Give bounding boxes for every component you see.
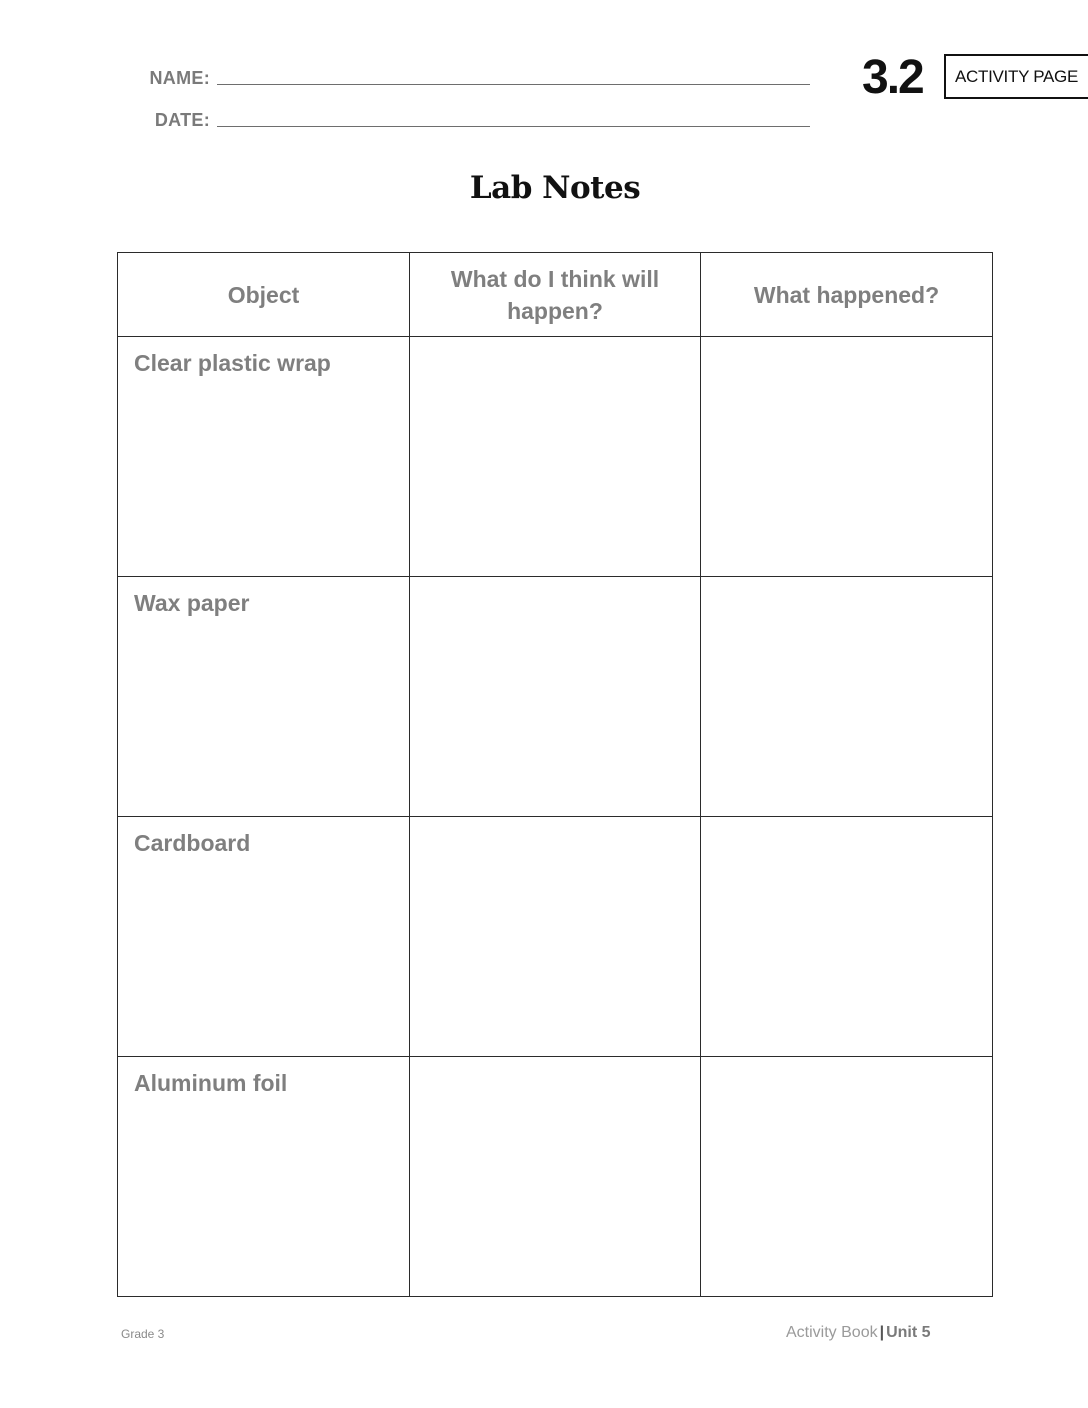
date-label: DATE: — [154, 110, 210, 130]
name-input-line[interactable] — [217, 84, 810, 85]
column-header-result: What happened? — [701, 253, 993, 337]
date-field-row — [0, 110, 210, 130]
name-field-row — [0, 68, 210, 88]
column-header-prediction: What do I think will happen? — [410, 253, 701, 337]
table-row — [118, 1057, 993, 1297]
object-cell — [118, 577, 410, 817]
object-name: Aluminum foil — [134, 1070, 288, 1096]
object-name: Wax paper — [134, 590, 250, 616]
activity-number: 3.2 — [862, 51, 923, 104]
footer-grade: Grade 3 — [121, 1327, 165, 1341]
object-name: Clear plastic wrap — [134, 350, 331, 376]
prediction-cell[interactable] — [410, 1057, 701, 1297]
prediction-cell[interactable] — [410, 337, 701, 577]
activity-page-badge: ACTIVITY PAGE — [944, 54, 1088, 99]
name-label: NAME: — [149, 68, 210, 88]
table-row — [118, 817, 993, 1057]
result-cell[interactable] — [701, 577, 993, 817]
prediction-cell[interactable] — [410, 577, 701, 817]
object-cell — [118, 337, 410, 577]
object-cell — [118, 1057, 410, 1297]
table-row — [118, 337, 993, 577]
table-row — [118, 577, 993, 817]
column-header-object: Object — [118, 253, 410, 337]
lab-notes-table — [117, 252, 993, 1297]
date-input-line[interactable] — [217, 126, 810, 127]
object-name: Cardboard — [134, 830, 251, 856]
page-title: Lab Notes — [469, 170, 641, 206]
result-cell[interactable] — [701, 817, 993, 1057]
footer-unit: Unit 5 — [886, 1324, 931, 1341]
result-cell[interactable] — [701, 337, 993, 577]
object-cell — [118, 817, 410, 1057]
footer-book: Activity Book — [786, 1324, 878, 1341]
footer-separator: | — [879, 1324, 885, 1341]
result-cell[interactable] — [701, 1057, 993, 1297]
footer-book-info — [786, 1324, 931, 1342]
prediction-cell[interactable] — [410, 817, 701, 1057]
table-header-row — [118, 253, 993, 337]
